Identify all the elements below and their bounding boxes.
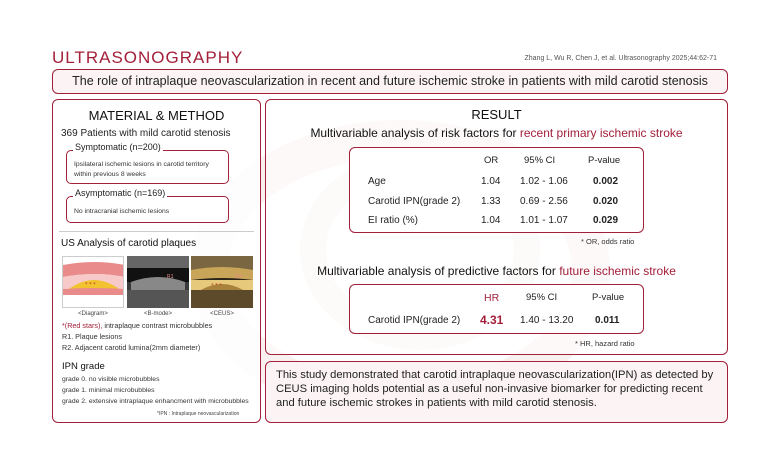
table1-row-value: 1.33 — [481, 196, 501, 207]
table1-row-label: Carotid IPN(grade 2) — [368, 196, 461, 207]
bmode-mark: R1 — [167, 274, 174, 280]
table2-header-p: P-value — [592, 292, 625, 303]
symptomatic-desc-1: Ipsilateral ischemic lesions in carotid territory — [74, 161, 209, 168]
table2 — [349, 284, 644, 334]
table1-note: * OR, odds ratio — [581, 237, 635, 246]
table2-row-label: Carotid IPN(grade 2) — [368, 315, 461, 326]
method-heading: MATERIAL & METHOD — [88, 108, 225, 123]
table1-row-p: 0.002 — [593, 176, 619, 187]
citation: Zhang L, Wu R, Chen J, et al. Ultrasonography 2025;44:62-71 — [524, 55, 717, 62]
table1-row-ci: 0.69 - 2.56 — [520, 196, 568, 207]
grade-0: grade 0. no visible microbubbles — [62, 376, 160, 383]
result-heading: RESULT — [471, 107, 522, 122]
svg-text:* * *: * * * — [85, 282, 96, 288]
table1-title — [266, 126, 727, 140]
table2-row-ci: 1.40 - 13.20 — [520, 315, 574, 326]
table1-title-highlight: recent primary ischemic stroke — [519, 126, 683, 140]
bmode-caption: <B-mode> — [143, 311, 173, 317]
table1-row-label: EI ratio (%) — [368, 215, 419, 226]
asymptomatic-box — [66, 196, 229, 223]
table1 — [349, 147, 644, 233]
grade-1: grade 1. minimal microbubbles — [62, 387, 155, 394]
table1-row-value: 1.04 — [481, 215, 501, 226]
table1-row-p: 0.029 — [593, 215, 619, 226]
table1-header-ci: 95% CI — [524, 155, 556, 166]
table1-row-label: Age — [368, 176, 386, 187]
table2-note: * HR, hazard ratio — [575, 339, 635, 348]
ceus-image — [191, 256, 253, 308]
asymptomatic-desc: No intracranial ischemic lesions — [74, 208, 170, 215]
stars-note — [62, 320, 212, 331]
ceus-mark: R2 — [235, 274, 242, 280]
table1-header-p: P-value — [588, 155, 621, 166]
conclusion-panel: This study demonstrated that carotid intraplaque neovascularization(IPN) as detected by CEUS imaging holds potential as a useful non-invasive biomarker for predicting recent and future ischemic strokes in patients with mild carotid stenosis. — [265, 361, 728, 423]
table2-header-ci: 95% CI — [526, 292, 558, 303]
r2-note: R2. Adjacent carotid lumina(2mm diameter) — [62, 343, 201, 352]
table2-title-prefix: Multivariable analysis of predictive factors for — [317, 264, 560, 278]
divider — [59, 231, 254, 232]
svg-text:* * *: * * * — [211, 283, 222, 289]
table2-title — [266, 264, 727, 278]
table1-row-ci: 1.02 - 1.06 — [520, 176, 568, 187]
us-analysis-heading: US Analysis of carotid plaques — [61, 238, 197, 249]
symptomatic-box — [66, 150, 229, 184]
ipn-footnote: *IPN : Intraplaque neovascularization — [157, 411, 240, 417]
table2-row-p: 0.011 — [595, 315, 620, 326]
stars-note-rest: intraplaque contrast microbubbles — [102, 321, 213, 330]
bmode-image — [127, 256, 189, 308]
table2-title-highlight: future ischemic stroke — [559, 264, 676, 278]
article-title: The role of intraplaque neovascularization in recent and future ischemic stroke in patients with mild carotid stenosis — [52, 69, 728, 94]
grade-2: grade 2. extensive intraplaque enhancment with microbubbles — [62, 398, 249, 405]
ipn-grade-heading: IPN grade — [62, 361, 105, 372]
patients-count: 369 Patients with mild carotid stenosis — [61, 128, 231, 139]
table1-header-or: OR — [484, 155, 499, 166]
journal-name: ULTRASONOGRAPHY — [52, 48, 244, 67]
result-panel — [265, 99, 728, 355]
table2-header-hr: HR — [484, 292, 500, 304]
diagram-caption: <Diagram> — [78, 311, 108, 317]
r1-note: R1. Plaque lesions — [62, 332, 122, 341]
table1-title-prefix: Multivariable analysis of risk factors for — [310, 126, 520, 140]
asymptomatic-label: Asymptomatic (n=169) — [75, 188, 166, 198]
stars-note-red: *(Red stars), — [62, 321, 103, 330]
table2-row-value: 4.31 — [480, 313, 504, 327]
ceus-caption: <CEUS> — [210, 311, 234, 317]
table1-row-p: 0.020 — [593, 196, 619, 207]
diagram-image — [62, 256, 124, 308]
table1-row-ci: 1.01 - 1.07 — [520, 215, 568, 226]
table1-row-value: 1.04 — [481, 176, 501, 187]
symptomatic-desc-2: within previous 8 weeks — [74, 171, 146, 178]
symptomatic-label: Symptomatic (n=200) — [75, 142, 161, 152]
